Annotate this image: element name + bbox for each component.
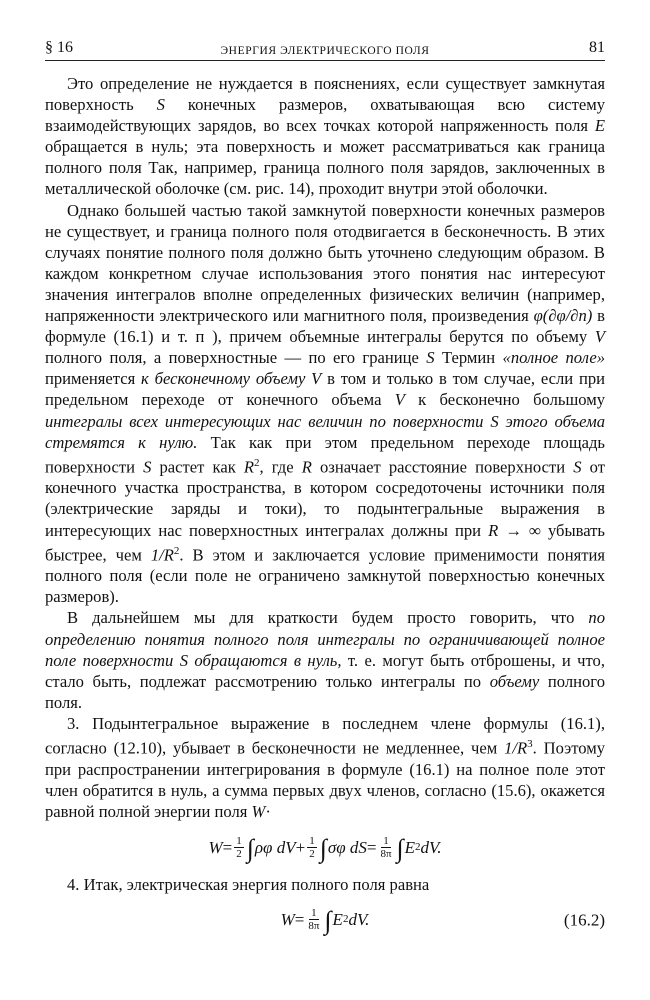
fraction-one-half: [307, 835, 317, 860]
text: Термин: [434, 348, 503, 368]
page-number: 81: [589, 39, 605, 56]
paragraph-3: [45, 607, 605, 712]
text: . В этом и заключается условие применимости понятия полного поля (если поле не ограничено замкнутой поверхностью конечных размеров).: [45, 545, 605, 607]
math-expression: 1/R: [150, 545, 174, 565]
paragraph-4: [45, 713, 605, 822]
math-var: W: [251, 801, 266, 821]
differential: dV.: [348, 910, 370, 930]
fraction-denominator: 8π: [308, 920, 320, 933]
math-var: S: [573, 457, 582, 477]
math-expression: φ(∂φ/∂n): [533, 306, 593, 326]
emphasis: интегралы всех интересующих нас величин по поверхности: [45, 411, 491, 431]
text: ·: [265, 801, 271, 821]
equals-sign: =: [222, 838, 233, 858]
math-exponent: 2: [415, 841, 421, 854]
text: 4. Итак, электрическая энергия полного поля равна: [67, 874, 430, 894]
text: конечных размеров, охватывающая всю систему взаимодействующих зарядов, во всех точках которой напряженность поля: [45, 95, 605, 136]
field-variable: E: [332, 910, 343, 930]
plus-sign: +: [295, 838, 306, 858]
math-var: S: [490, 411, 499, 431]
paragraph-1: [45, 73, 605, 200]
math-var: V: [311, 369, 322, 389]
fraction-numerator: 1: [311, 907, 317, 920]
text: Это определение не нуждается в пояснениях, если существует замкнутая поверхность: [45, 74, 605, 115]
math-exponent: 2: [342, 913, 349, 926]
chapter-title: ЭНЕРГИЯ ЭЛЕКТРИЧЕСКОГО ПОЛЯ: [220, 45, 430, 57]
equals-sign: =: [294, 910, 305, 930]
formula-lhs: W: [208, 838, 223, 858]
integral-sign: ∫: [246, 834, 254, 864]
math-exponent: 2: [254, 456, 260, 469]
integral-sign: ∫: [319, 834, 327, 864]
fraction-numerator: 1: [236, 835, 242, 848]
math-var: V: [394, 390, 405, 410]
math-var: S: [426, 348, 435, 368]
text: . Поэтому при распространении интегрирования в формуле (16.1) на полное поле этот член обратится в нуль, а сумма первых двух членов, согласно (15.6), окажется равной полной энергии поля: [45, 738, 606, 821]
text: применяется: [45, 369, 142, 389]
formula-lhs: W: [280, 910, 295, 930]
fraction-one-over-8pi: [306, 907, 321, 932]
equals-sign: =: [366, 838, 377, 858]
text: Однако большей частью такой замкнутой поверхности конечных размеров не существует, и граница полного поля отодвигается в бесконечность. В этих случаях понятие полного поля должно быть уточнено следующим образом. В каждом конкретном случае использования этого понятия нас интересуют значения интегралов вполне определенных физических величин (например, напряженности электрического или магнитного поля, произведения: [45, 200, 605, 326]
emphasis: обращаются в нуль,: [187, 650, 342, 670]
emphasis: объему: [489, 671, 540, 691]
integral-sign: ∫: [396, 834, 404, 864]
text: в том и только в том случае, если при предельном переходе от конечного объема: [45, 369, 606, 410]
text: растет как: [151, 457, 244, 477]
text: в формуле (16.1) и т. п ), причем объемные интегралы берутся по объему: [45, 306, 606, 347]
surface-term: σφ dS: [327, 838, 367, 858]
emphasis: к бесконечному объему: [141, 369, 312, 389]
differential: dV.: [420, 838, 442, 858]
fraction-numerator: 1: [309, 835, 315, 848]
math-expression: R → ∞: [488, 520, 541, 540]
paragraph-2: [45, 200, 605, 608]
text: убывать быстрее, чем: [45, 520, 605, 565]
page-body: [45, 73, 605, 945]
math-var: R: [301, 457, 312, 477]
math-expression: 1/R: [504, 738, 528, 758]
math-var: S: [156, 95, 165, 115]
math-exponent: 2: [173, 544, 180, 557]
math-var: S: [179, 650, 188, 670]
running-header: [45, 36, 605, 61]
text: , где: [259, 457, 302, 477]
text: 3. Подынтегральное выражение в последнем члене формулы (16.1), согласно (12.10), убывает в бесконечности не медленнее, чем: [45, 713, 605, 758]
fraction-one-over-8pi: [378, 835, 393, 860]
text: полного поля, а поверхностные — по его границе: [45, 348, 427, 368]
equation-number: (16.2): [563, 910, 605, 930]
fraction-numerator: 1: [383, 835, 389, 848]
text: означает расстояние поверхности: [311, 457, 574, 477]
text: полного поля.: [45, 671, 605, 712]
text: В дальнейшем мы для краткости будем просто говорить, что: [67, 608, 589, 628]
energy-formula-total: [45, 822, 605, 874]
energy-formula-16-2: [45, 895, 605, 945]
emphasis: этого объема стремятся к нулю.: [45, 411, 605, 452]
text: обращается в нуль; эта поверхность и может рассматриваться как граница полного поля Так, например, граница полного поля зарядов, заключенных в металлической оболочке (см. рис. 14), проходит внутри этой оболочки.: [45, 137, 605, 199]
fraction-denominator: 2: [236, 848, 242, 861]
paragraph-5: [45, 874, 605, 895]
text: к бесконечно большому: [404, 390, 605, 410]
text: т. е. могут быть отброшены, и что, стало быть, подлежат рассмотрению только интегралы по: [45, 650, 605, 691]
fraction-one-half: [234, 835, 244, 860]
math-var: V: [594, 327, 605, 347]
field-variable: E: [404, 838, 416, 858]
volume-term: ρφ dV: [254, 838, 296, 858]
integral-sign: ∫: [324, 906, 332, 936]
section-number: § 16: [45, 39, 73, 56]
fraction-denominator: 2: [309, 848, 315, 861]
fraction-denominator: 8π: [380, 848, 392, 861]
emphasis: по определению понятия полного поля интегралы по ограничивающей полное поле поверхности: [45, 608, 605, 670]
math-exponent: 3: [527, 737, 533, 750]
math-var: R: [243, 457, 255, 477]
math-var: E: [594, 116, 605, 136]
emphasis: «полное поле»: [502, 348, 606, 368]
math-var: S: [143, 457, 152, 477]
text: Так как при этом предельном переходе площадь поверхности: [45, 432, 605, 477]
text: от конечного участка пространства, в котором сосредоточены источники поля (электрические заряды и токи), то подынтегральные выражения в интересующих нас поверхностных интегралах должны при: [45, 457, 605, 540]
